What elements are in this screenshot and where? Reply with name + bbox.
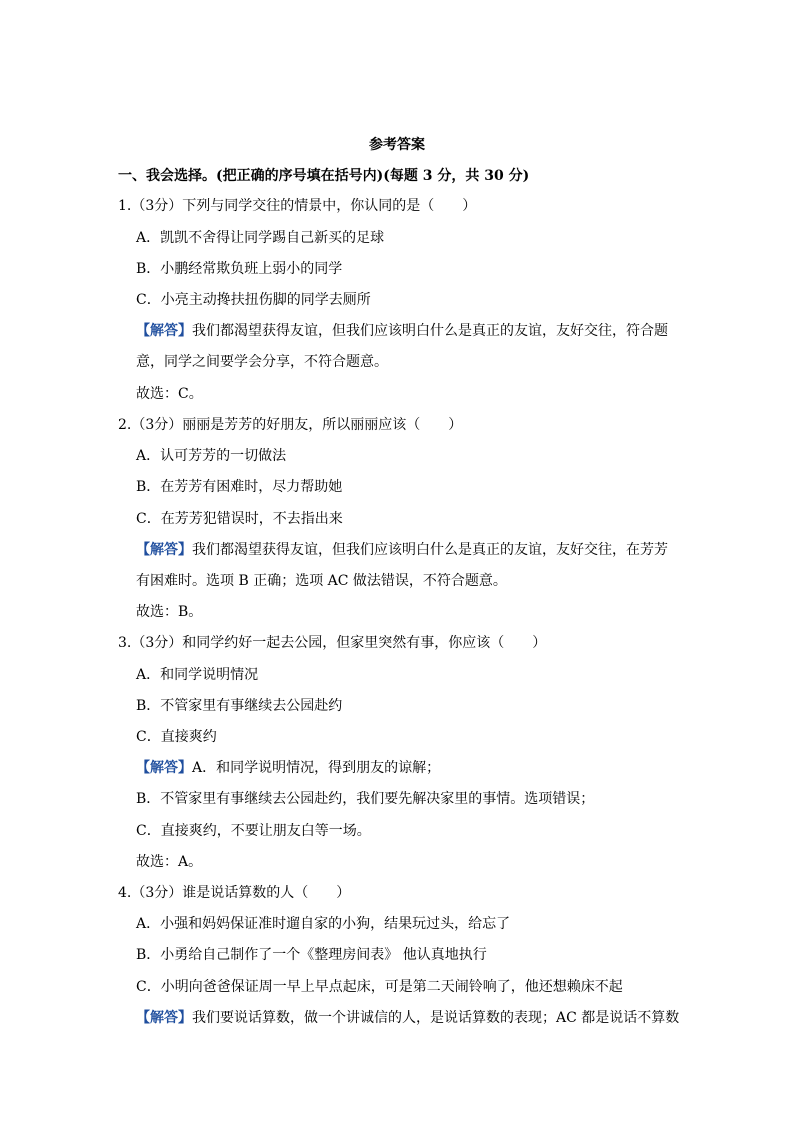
answer-tag: 【解答】 (136, 1010, 192, 1026)
question-2-selection: 故选：B。 (136, 604, 203, 620)
question-2-option-a: A．认可芳芳的一切做法 (136, 448, 287, 464)
question-4: 4.（3分）谁是说话算数的人（ ） (118, 885, 351, 901)
answer-tag: 【解答】 (136, 760, 192, 776)
question-2-answer-cont: 有困难时。选项 B 正确；选项 AC 做法错误，不符合题意。 (136, 573, 507, 589)
question-3-answer (136, 758, 440, 778)
answer-text: A．和同学说明情况，得到朋友的谅解； (192, 760, 441, 776)
section-heading: 一、我会选择。(把正确的序号填在括号内)(每题 3 分，共 30 分) (118, 168, 530, 184)
question-4-option-b: B．小勇给自己制作了一个《整理房间表》 他认真地执行 (136, 947, 487, 963)
answer-text: 我们都渴望获得友谊，但我们应该明白什么是真正的友谊，友好交往，符合题 (192, 323, 668, 339)
answer-tag: 【解答】 (136, 323, 192, 339)
question-2-option-b: B．在芳芳有困难时，尽力帮助她 (136, 479, 343, 495)
question-3-selection: 故选：A。 (136, 854, 203, 870)
question-3-answer-c: C．直接爽约，不要让朋友白等一场。 (136, 823, 371, 839)
answer-tag: 【解答】 (136, 542, 192, 558)
question-2-option-c: C．在芳芳犯错误时，不去指出来 (136, 511, 343, 527)
answer-text: 我们要说话算数，做一个讲诚信的人，是说话算数的表现；AC 都是说话不算数 (192, 1010, 680, 1026)
question-1-option-c: C．小亮主动搀扶扭伤脚的同学去厕所 (136, 292, 371, 308)
question-3-answer-b: B．不管家里有事继续去公园赴约，我们要先解决家里的事情。选项错误； (136, 791, 595, 807)
question-3-option-b: B．不管家里有事继续去公园赴约 (136, 698, 343, 714)
question-3-option-c: C．直接爽约 (136, 729, 217, 745)
question-3-option-a: A．和同学说明情况 (136, 667, 259, 683)
question-1-answer (136, 321, 668, 341)
page-title: 参考答案 (369, 137, 425, 153)
question-4-answer (136, 1008, 679, 1028)
question-1-option-a: A．凯凯不舍得让同学踢自己新买的足球 (136, 230, 385, 246)
answer-text: 我们都渴望获得友谊，但我们应该明白什么是真正的友谊，友好交往，在芳芳 (192, 542, 668, 558)
question-1-answer-cont: 意，同学之间要学会分享，不符合题意。 (136, 354, 388, 370)
question-3: 3.（3分）和同学约好一起去公园，但家里突然有事，你应该（ ） (118, 635, 547, 651)
question-4-option-a: A．小强和妈妈保证准时遛自家的小狗，结果玩过头，给忘了 (136, 916, 511, 932)
question-1: 1.（3分）下列与同学交往的情景中，你认同的是（ ） (118, 198, 477, 214)
question-1-selection: 故选：C。 (136, 386, 203, 402)
question-2-answer (136, 540, 668, 560)
question-1-option-b: B．小鹏经常欺负班上弱小的同学 (136, 261, 343, 277)
question-4-option-c: C．小明向爸爸保证周一早上早点起床，可是第二天闹铃响了，他还想赖床不起 (136, 979, 623, 995)
question-2: 2.（3分）丽丽是芳芳的好朋友，所以丽丽应该（ ） (118, 417, 463, 433)
